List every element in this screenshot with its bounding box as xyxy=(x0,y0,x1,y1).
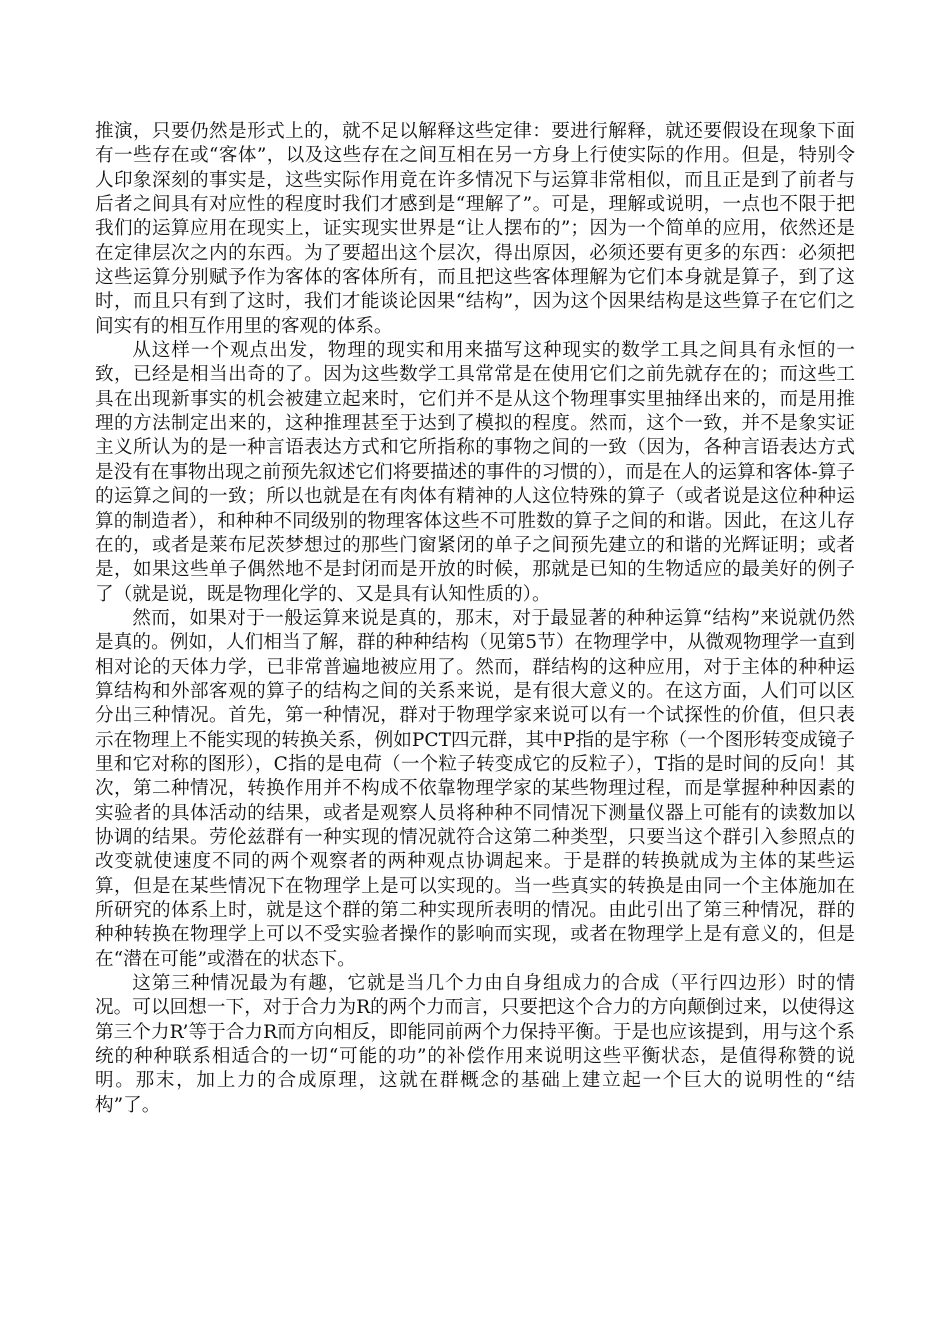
paragraph-1: 推演，只要仍然是形式上的，就不足以解释这些定律：要进行解释，就还要假设在现象下面有一些存在或“客体”，以及这些存在之间互相在另一方身上行使实际的作用。但是，特别令人印象深刻的事实是，这些实际作用竟在许多情况下与运算非常相似，而且正是到了前者与后者之间具有对应性的程度时我们才感到是“理解了”。可是，理解或说明，一点也不限于把我们的运算应用在现实上，证实现实世界是“让人摆布的”；因为一个简单的应用，依然还是在定律层次之内的东西。为了要超出这个层次，得出原因，必须还要有更多的东西：必须把这些运算分别赋予作为客体的客体所有，而且把这些客体理解为它们本身就是算子，到了这时，而且只有到了这时，我们才能谈论因果“结构”，因为这个因果结构是这些算子在它们之间实有的相互作用里的客观的体系。 xyxy=(95,121,855,337)
paragraph-3: 然而，如果对于一般运算来说是真的，那末，对于最显著的种种运算“结构”来说就仍然是真的。例如，人们相当了解，群的种种结构（见第5节）在物理学中，从微观物理学一直到相对论的天体力学，已非常普遍地被应用了。然而，群结构的这种应用，对于主体的种种运算结构和外部客观的算子的结构之间的关系来说，是有很大意义的。在这方面，人们可以区分出三种情况。首先，第一种情况，群对于物理学家来说可以有一个试探性的价值，但只表示在物理上不能实现的转换关系，例如PCT四元群，其中P指的是宇称（一个图形转变成镜子里和它对称的图形），C指的是电荷（一个粒子转变成它的反粒子），T指的是时间的反向！其次，第二种情况，转换作用并不构成不依靠物理学家的某些物理过程，而是掌握种种因素的实验者的具体活动的结果，或者是观察人员将种种不同情况下测量仪器上可能有的读数加以协调的结果。劳伦兹群有一种实现的情况就符合这第二种类型，只要当这个群引入参照点的改变就使速度不同的两个观察者的两种观点协调起来。于是群的转换就成为主体的某些运算，但是在某些情况下在物理学上是可以实现的。当一些真实的转换是由同一个主体施加在所研究的体系上时，就是这个群的第二种实现所表明的情况。由此引出了第三种情况，群的种种转换在物理学上可以不受实验者操作的影响而实现，或者在物理学上是有意义的，但是在“潜在可能”或潜在的状态下。 xyxy=(95,607,855,970)
document-page xyxy=(95,120,855,1118)
paragraph-4: 这第三种情况最为有趣，它就是当几个力由自身组成力的合成（平行四边形）时的情况。可以回想一下，对于合力为R的两个力而言，只要把这个合力的方向颠倒过来，以使得这第三个力R’等于合力R而方向相反，即能同前两个力保持平衡。于是也应该提到，用与这个系统的种种联系相适合的一切“可能的功”的补偿作用来说明这些平衡状态，是值得称赞的说明。那末，加上力的合成原理，这就在群概念的基础上建立起一个巨大的说明性的“结构”了。 xyxy=(95,973,855,1116)
paragraph-2: 从这样一个观点出发，物理的现实和用来描写这种现实的数学工具之间具有永恒的一致，已经是相当出奇的了。因为这些数学工具常常是在使用它们之前先就存在的；而这些工具在出现新事实的机会被建立起来时，它们并不是从这个物理事实里抽绎出来的，而是用推理的方法制定出来的，这种推理甚至于达到了模拟的程度。然而，这个一致，并不是象实证主义所认为的是一种言语表达方式和它所指称的事物之间的一致（因为，各种言语表达方式是没有在事物出现之前预先叙述它们将要描述的事件的习惯的），而是在人的运算和客体-算子的运算之间的一致；所以也就是在有肉体有精神的人这位特殊的算子（或者说是这位种种运算的制造者），和种种不同级别的物理客体这些不可胜数的算子之间的和谐。因此，在这儿存在的，或者是莱布尼茨梦想过的那些门窗紧闭的单子之间预先建立的和谐的光辉证明；或者是，如果这些单子偶然地不是封闭而是开放的时候，那就是已知的生物适应的最美好的例子了（就是说，既是物理化学的、又是具有认知性质的）。 xyxy=(95,340,855,605)
